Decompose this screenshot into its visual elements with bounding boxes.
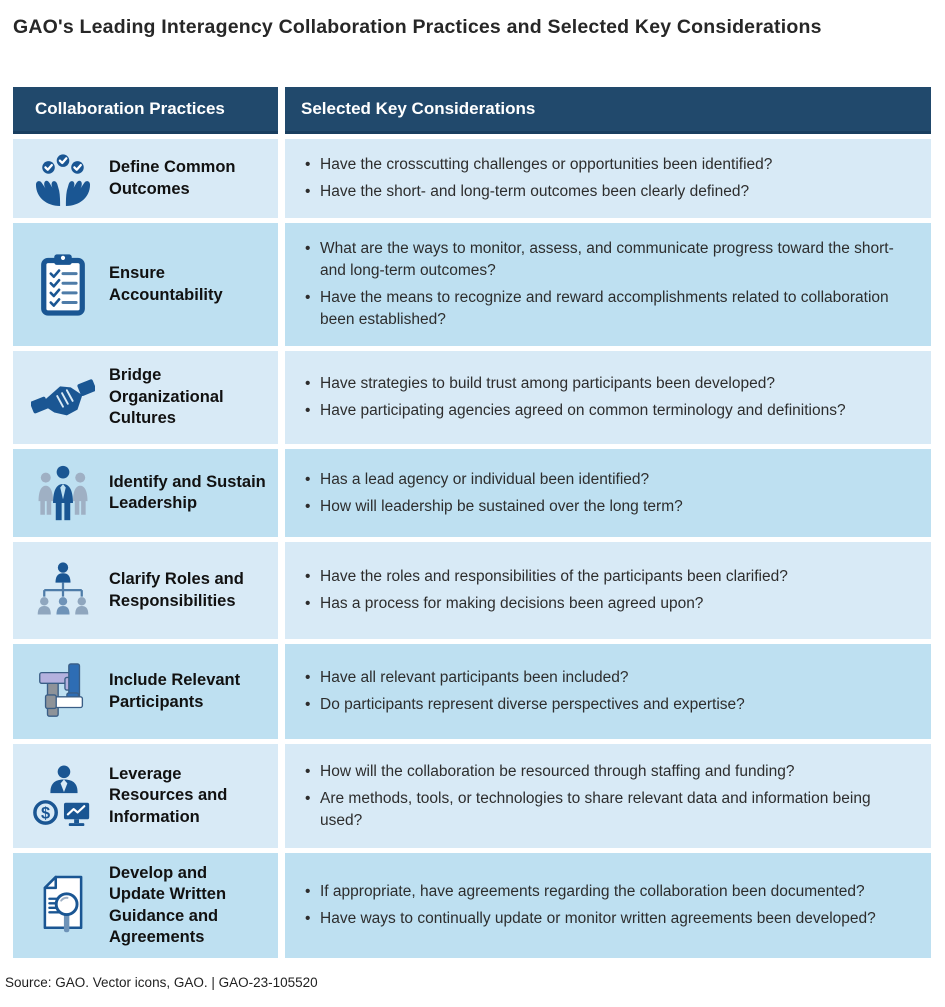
table-row: [13, 542, 931, 639]
document-magnifier-icon: [25, 871, 101, 941]
considerations-list: [303, 233, 905, 336]
considerations-list: [303, 876, 876, 935]
practice-title: Identify and Sustain Leadership: [109, 472, 266, 512]
interlocked-arms-icon: [25, 660, 101, 724]
table-row: [13, 351, 931, 444]
consideration-bullet: • Has a lead agency or individual been identified?: [303, 469, 683, 491]
header-selected-key-considerations: Selected Key Considerations: [285, 87, 931, 134]
table-row: [13, 853, 931, 958]
org-chart-icon: [25, 560, 101, 622]
svg-text:$: $: [40, 804, 51, 823]
leadership-people-icon: [25, 461, 101, 525]
table-row: [13, 139, 931, 218]
person-dollar-monitor-icon: [25, 763, 101, 829]
collaboration-table: [13, 87, 931, 958]
table-row: [13, 223, 931, 346]
table-header-row: [13, 87, 931, 134]
table-row: [13, 644, 931, 739]
source-note: Source: GAO. Vector icons, GAO. | GAO-23-105520: [5, 975, 318, 990]
considerations-list: [303, 368, 846, 427]
considerations-list: [303, 561, 788, 620]
consideration-bullet: • What are the ways to monitor, assess, and communicate progress toward the short- and long-term outcomes?: [303, 238, 905, 282]
header-collaboration-practices: Collaboration Practices: [13, 87, 278, 134]
consideration-bullet: • Have the means to recognize and reward accomplishments related to collaboration been established?: [303, 287, 905, 331]
practice-title: Ensure Accountability: [109, 264, 223, 304]
consideration-bullet: • Have the short- and long-term outcomes been clearly defined?: [303, 181, 772, 203]
practice-title: Include Relevant Participants: [109, 671, 241, 711]
consideration-bullet: • Do participants represent diverse perspectives and expertise?: [303, 694, 745, 716]
considerations-list: [303, 464, 683, 523]
consideration-bullet: • If appropriate, have agreements regarding the collaboration been documented?: [303, 881, 876, 903]
consideration-bullet: • Have the roles and responsibilities of the participants been clarified?: [303, 566, 788, 588]
checklist-clipboard-icon: [25, 252, 101, 318]
consideration-bullet: • Have the crosscutting challenges or opportunities been identified?: [303, 154, 772, 176]
table-row: [13, 744, 931, 848]
considerations-list: [303, 756, 905, 837]
consideration-bullet: • How will the collaboration be resourced through staffing and funding?: [303, 761, 905, 783]
table-row: [13, 449, 931, 537]
handshake-icon: [25, 370, 101, 426]
consideration-bullet: • Have all relevant participants been included?: [303, 667, 745, 689]
page-title: GAO's Leading Interagency Collaboration Practices and Selected Key Considerations: [13, 16, 822, 38]
practice-title: Define Common Outcomes: [109, 158, 236, 198]
practice-title: Leverage Resources and Information: [109, 764, 228, 826]
consideration-bullet: • Have participating agencies agreed on common terminology and definitions?: [303, 400, 846, 422]
consideration-bullet: • Have strategies to build trust among participants been developed?: [303, 373, 846, 395]
consideration-bullet: • Are methods, tools, or technologies to share relevant data and information being used?: [303, 788, 905, 832]
consideration-bullet: • Has a process for making decisions been agreed upon?: [303, 593, 788, 615]
consideration-bullet: • How will leadership be sustained over the long term?: [303, 496, 683, 518]
practice-title: Clarify Roles and Responsibilities: [109, 570, 244, 610]
considerations-list: [303, 149, 772, 208]
practice-title: Develop and Update Written Guidance and Agreements: [109, 863, 227, 946]
consideration-bullet: • Have ways to continually update or monitor written agreements been developed?: [303, 908, 876, 930]
considerations-list: [303, 662, 745, 721]
practice-title: Bridge Organizational Cultures: [109, 366, 224, 428]
hands-holding-checks-icon: [25, 151, 101, 207]
